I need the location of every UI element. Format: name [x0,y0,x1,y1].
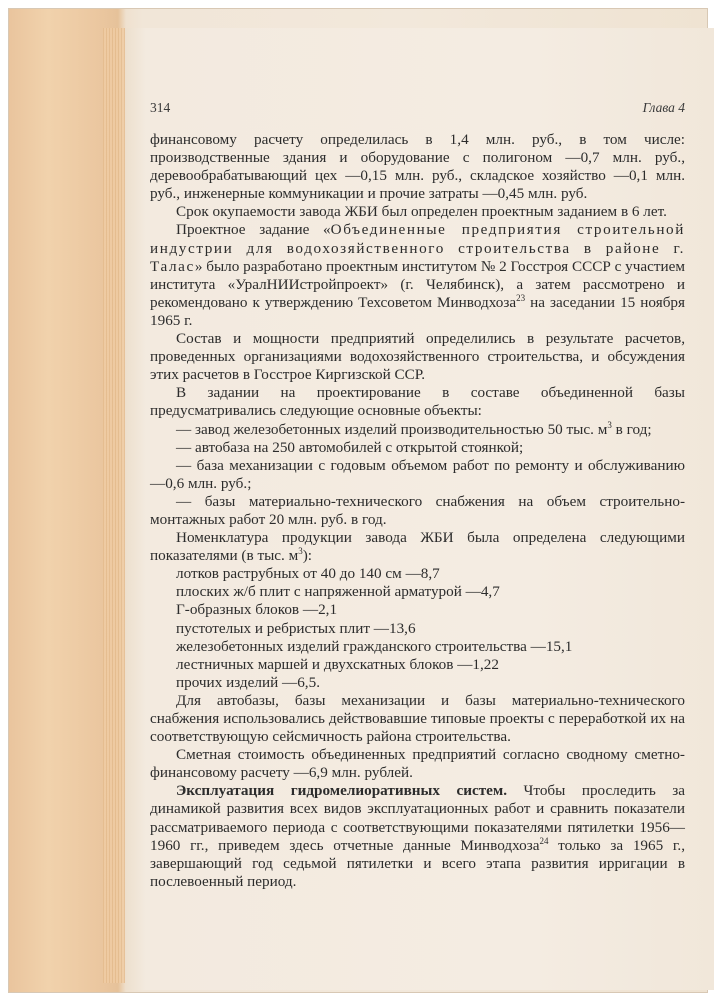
text-span: Номенклатура продукции завода ЖБИ была определена следующими показателями (в тыс. м [150,529,685,565]
paragraph: В задании на проектирование в составе объединенной базы предусматривались следующие основные объекты: [150,384,685,420]
product-item: Г-образных блоков —2,1 [176,601,338,619]
text-span: » было разработано проектным институтом № 2 Госстроя СССР с участием института «УралНИИстройпроект» (г. Челябинск), а затем рассмотрено и рекомендовано к утверждению Техсоветом Минводхоза [150,257,685,311]
list-item: — база механизации с годовым объемом работ по ремонту и обслуживанию —0,6 млн. руб.; [150,456,685,492]
product-item: лотков раструбных от 40 до 140 см —8,7 [176,565,440,583]
product-item: железобетонных изделий гражданского строительства —15,1 [176,637,573,655]
section-heading: Эксплуатация гидромелиоративных систем. [176,782,508,800]
product-item: пустотелых и ребристых плит —13,6 [176,619,416,637]
product-item: плоских ж/б плит с напряженной арматурой —4,7 [176,583,500,601]
paragraph: Для автобазы, базы механизации и базы материально-технического снабжения использовались действовавшие типовые проекты с переработкой их на соответствующую сейсмичность района строительства. [150,691,685,746]
product-list [150,565,685,692]
chapter-title: Глава 4 [642,100,685,115]
body-text [150,131,685,891]
product-item: лестничных маршей и двухскатных блоков —1,22 [176,655,499,673]
list-item: — базы материально-технического снабжения на объем строительно-монтажных работ 20 млн. руб. в год. [150,492,685,528]
text-span: — завод железобетонных изделий производительностью 50 тыс. м [176,420,608,438]
paragraph: Сметная стоимость объединенных предприятий согласно сводному сметно-финансовому расчету —6,9 млн. рублей. [150,746,685,782]
text-span: только за 1965 г., завершающий год седьмой пятилетки и всего этапа развития ирригации в послевоенный период. [150,836,685,890]
text-span: ): [302,547,313,565]
superscript: 3 [607,419,612,430]
footnote-ref: 23 [516,292,526,303]
paragraph [150,529,685,565]
paragraph: Срок окупаемости завода ЖБИ был определен проектным заданием в 6 лет. [176,203,667,221]
footnote-ref: 24 [539,835,549,846]
page-edges [103,28,125,983]
text-span: на заседании 15 ноября 1965 г. [150,293,685,329]
superscript: 3 [298,546,303,557]
text-span: в год; [611,420,652,438]
list-item [150,421,685,439]
page-header [150,100,685,118]
page-number: 314 [150,100,171,115]
text-span: Проектное задание « [176,221,331,239]
list-item: — автобаза на 250 автомобилей с открытой стоянкой; [176,438,524,456]
project-title: Объединенные предприятия строительной индустрии для водохозяйственного строительства в районе г. Талас [150,221,685,275]
product-item: прочих изделий —6,5. [176,673,320,691]
paragraph [150,782,685,891]
paragraph: Состав и мощности предприятий определились в результате расчетов, проведенных организациями водохозяйственного строительства, и обсуждения этих расчетов в Госстрое Киргизской ССР. [150,330,685,384]
paragraph: финансовому расчету определилась в 1,4 млн. руб., в том числе: производственные здания и оборудование с полигоном —0,7 млн. руб., деревообрабатывающий цех —0,15 млн. руб., складское хозяйство —0,1 млн. руб., инженерные коммуникации и прочие затраты —0,45 млн. руб. [150,131,685,203]
paragraph [150,221,685,330]
text-span: Чтобы проследить за динамикой развития всех видов эксплуатационных работ и сравнить показатели рассматриваемого периода с соответствующими показателями пятилетки 1956—1960 гг., приведем здесь отчетные данные Минводхоза [150,782,685,854]
